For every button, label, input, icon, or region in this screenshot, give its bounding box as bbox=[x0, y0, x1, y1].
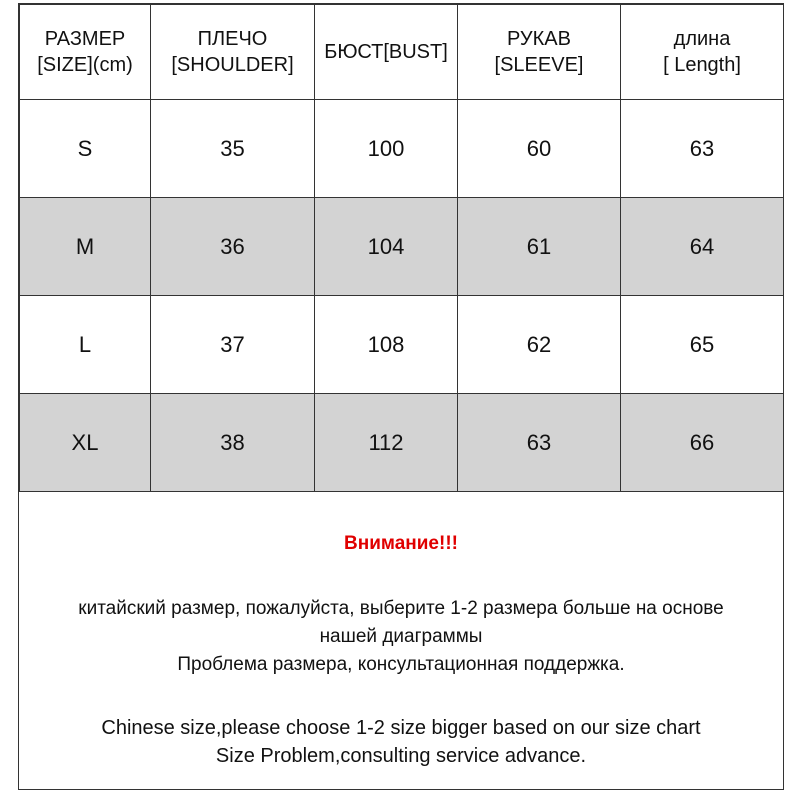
header-size-en: [SIZE](cm) bbox=[37, 54, 133, 76]
russian-note-line: Проблема размера, консультационная поддержка. bbox=[177, 654, 625, 675]
english-note-line: Size Problem,consulting service advance. bbox=[215, 745, 587, 767]
table-row-m bbox=[20, 198, 784, 296]
size-table bbox=[19, 4, 784, 492]
warning-heading: Внимание!!! bbox=[344, 533, 458, 554]
cell-bust: 112 bbox=[315, 394, 458, 492]
russian-note-line: китайский размер, пожалуйста, выберите 1-2 размера больше на основе bbox=[78, 598, 724, 619]
header-bust bbox=[315, 5, 458, 100]
header-length bbox=[621, 5, 784, 100]
cell-size: XL bbox=[20, 394, 151, 492]
header-size bbox=[20, 5, 151, 100]
table-row-l bbox=[20, 296, 784, 394]
cell-shoulder: 36 bbox=[151, 198, 315, 296]
table-header-row bbox=[20, 5, 784, 100]
cell-size: S bbox=[20, 100, 151, 198]
header-bust-label: БЮСТ[BUST] bbox=[324, 41, 448, 63]
cell-sleeve: 62 bbox=[458, 296, 621, 394]
cell-sleeve: 61 bbox=[458, 198, 621, 296]
size-chart-frame bbox=[18, 3, 784, 790]
size-notes bbox=[19, 495, 783, 789]
cell-length: 63 bbox=[621, 100, 784, 198]
cell-bust: 104 bbox=[315, 198, 458, 296]
cell-size: M bbox=[20, 198, 151, 296]
russian-note bbox=[19, 595, 783, 679]
cell-shoulder: 37 bbox=[151, 296, 315, 394]
english-note-line: Chinese size,please choose 1-2 size bigger based on our size chart bbox=[101, 717, 701, 739]
header-shoulder-ru: ПЛЕЧО bbox=[197, 28, 268, 50]
cell-bust: 108 bbox=[315, 296, 458, 394]
cell-length: 66 bbox=[621, 394, 784, 492]
table-row-xl bbox=[20, 394, 784, 492]
header-sleeve-ru: РУКАВ bbox=[507, 28, 571, 50]
header-shoulder bbox=[151, 5, 315, 100]
english-note bbox=[19, 714, 783, 770]
header-length-ru: длина bbox=[673, 28, 731, 50]
cell-bust: 100 bbox=[315, 100, 458, 198]
header-sleeve-en: [SLEEVE] bbox=[494, 54, 584, 76]
cell-length: 65 bbox=[621, 296, 784, 394]
russian-note-line: нашей диаграммы bbox=[319, 626, 483, 647]
cell-length: 64 bbox=[621, 198, 784, 296]
cell-sleeve: 63 bbox=[458, 394, 621, 492]
cell-shoulder: 35 bbox=[151, 100, 315, 198]
cell-size: L bbox=[20, 296, 151, 394]
header-size-ru: РАЗМЕР bbox=[44, 28, 126, 50]
header-sleeve bbox=[458, 5, 621, 100]
header-shoulder-en: [SHOULDER] bbox=[171, 54, 294, 76]
header-length-en: [ Length] bbox=[663, 54, 741, 76]
cell-sleeve: 60 bbox=[458, 100, 621, 198]
table-row-s bbox=[20, 100, 784, 198]
cell-shoulder: 38 bbox=[151, 394, 315, 492]
